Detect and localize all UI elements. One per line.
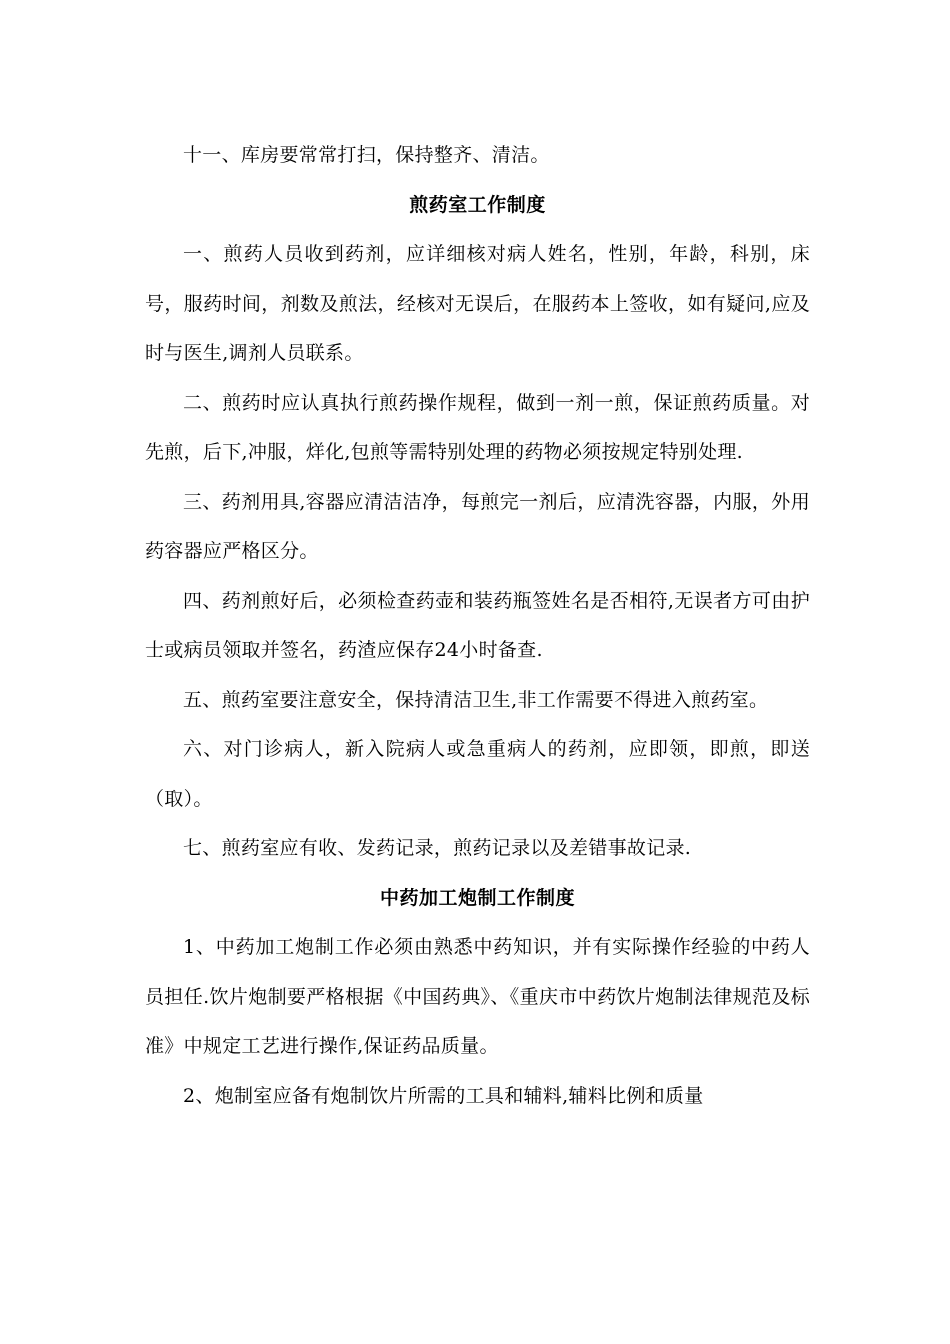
paragraph-decoction-6: 六、对门诊病人，新入院病人或急重病人的药剂，应即领，即煎，即送（取）。: [145, 738, 810, 810]
paragraph-decoction-7: 七、煎药室应有收、发药记录，煎药记录以及差错事故记录.: [183, 837, 692, 859]
paragraph-processing-1: 1、中药加工炮制工作必须由熟悉中药知识，并有实际操作经验的中药人员担任.饮片炮制要严格根据《中国药典》、《重庆市中药饮片炮制法律规范及标准》中规定工艺进行操作,保证药品质量。: [145, 936, 810, 1057]
paragraph-decoction-2: 二、煎药时应认真执行煎药操作规程，做到一剂一煎，保证煎药质量。对先煎，后下,冲服，烊化,包煎等需特别处理的药物必须按规定特别处理.: [145, 391, 810, 463]
paragraph-decoction-4: 四、药剂煎好后，必须检查药壶和装药瓶签姓名是否相符,无误者方可由护士或病员领取并签名，药渣应保存24小时备查.: [145, 589, 810, 661]
paragraph-decoction-3: 三、药剂用具,容器应清洁洁净，每煎完一剂后，应清洗容器，内服，外用药容器应严格区分。: [145, 490, 810, 562]
paragraph-11-warehouse-cleaning: 十一、库房要常常打扫，保持整齐、清洁。: [183, 144, 550, 166]
paragraph-decoction-1: 一、煎药人员收到药剂，应详细核对病人姓名，性别，年龄，科别，床号，服药时间，剂数及煎法，经核对无误后，在服药本上签收，如有疑问,应及时与医生,调剂人员联系。: [145, 243, 810, 364]
paragraph-processing-2: 2、炮制室应备有炮制饮片所需的工具和辅料,辅料比例和质量: [183, 1084, 704, 1107]
section-title-herb-processing: 中药加工炮制工作制度: [379, 886, 575, 909]
section-title-decoction-room: 煎药室工作制度: [409, 193, 546, 216]
paragraph-decoction-5: 五、煎药室要注意安全，保持清洁卫生,非工作需要不得进入煎药室。: [183, 688, 769, 711]
document-body: [145, 131, 810, 1121]
